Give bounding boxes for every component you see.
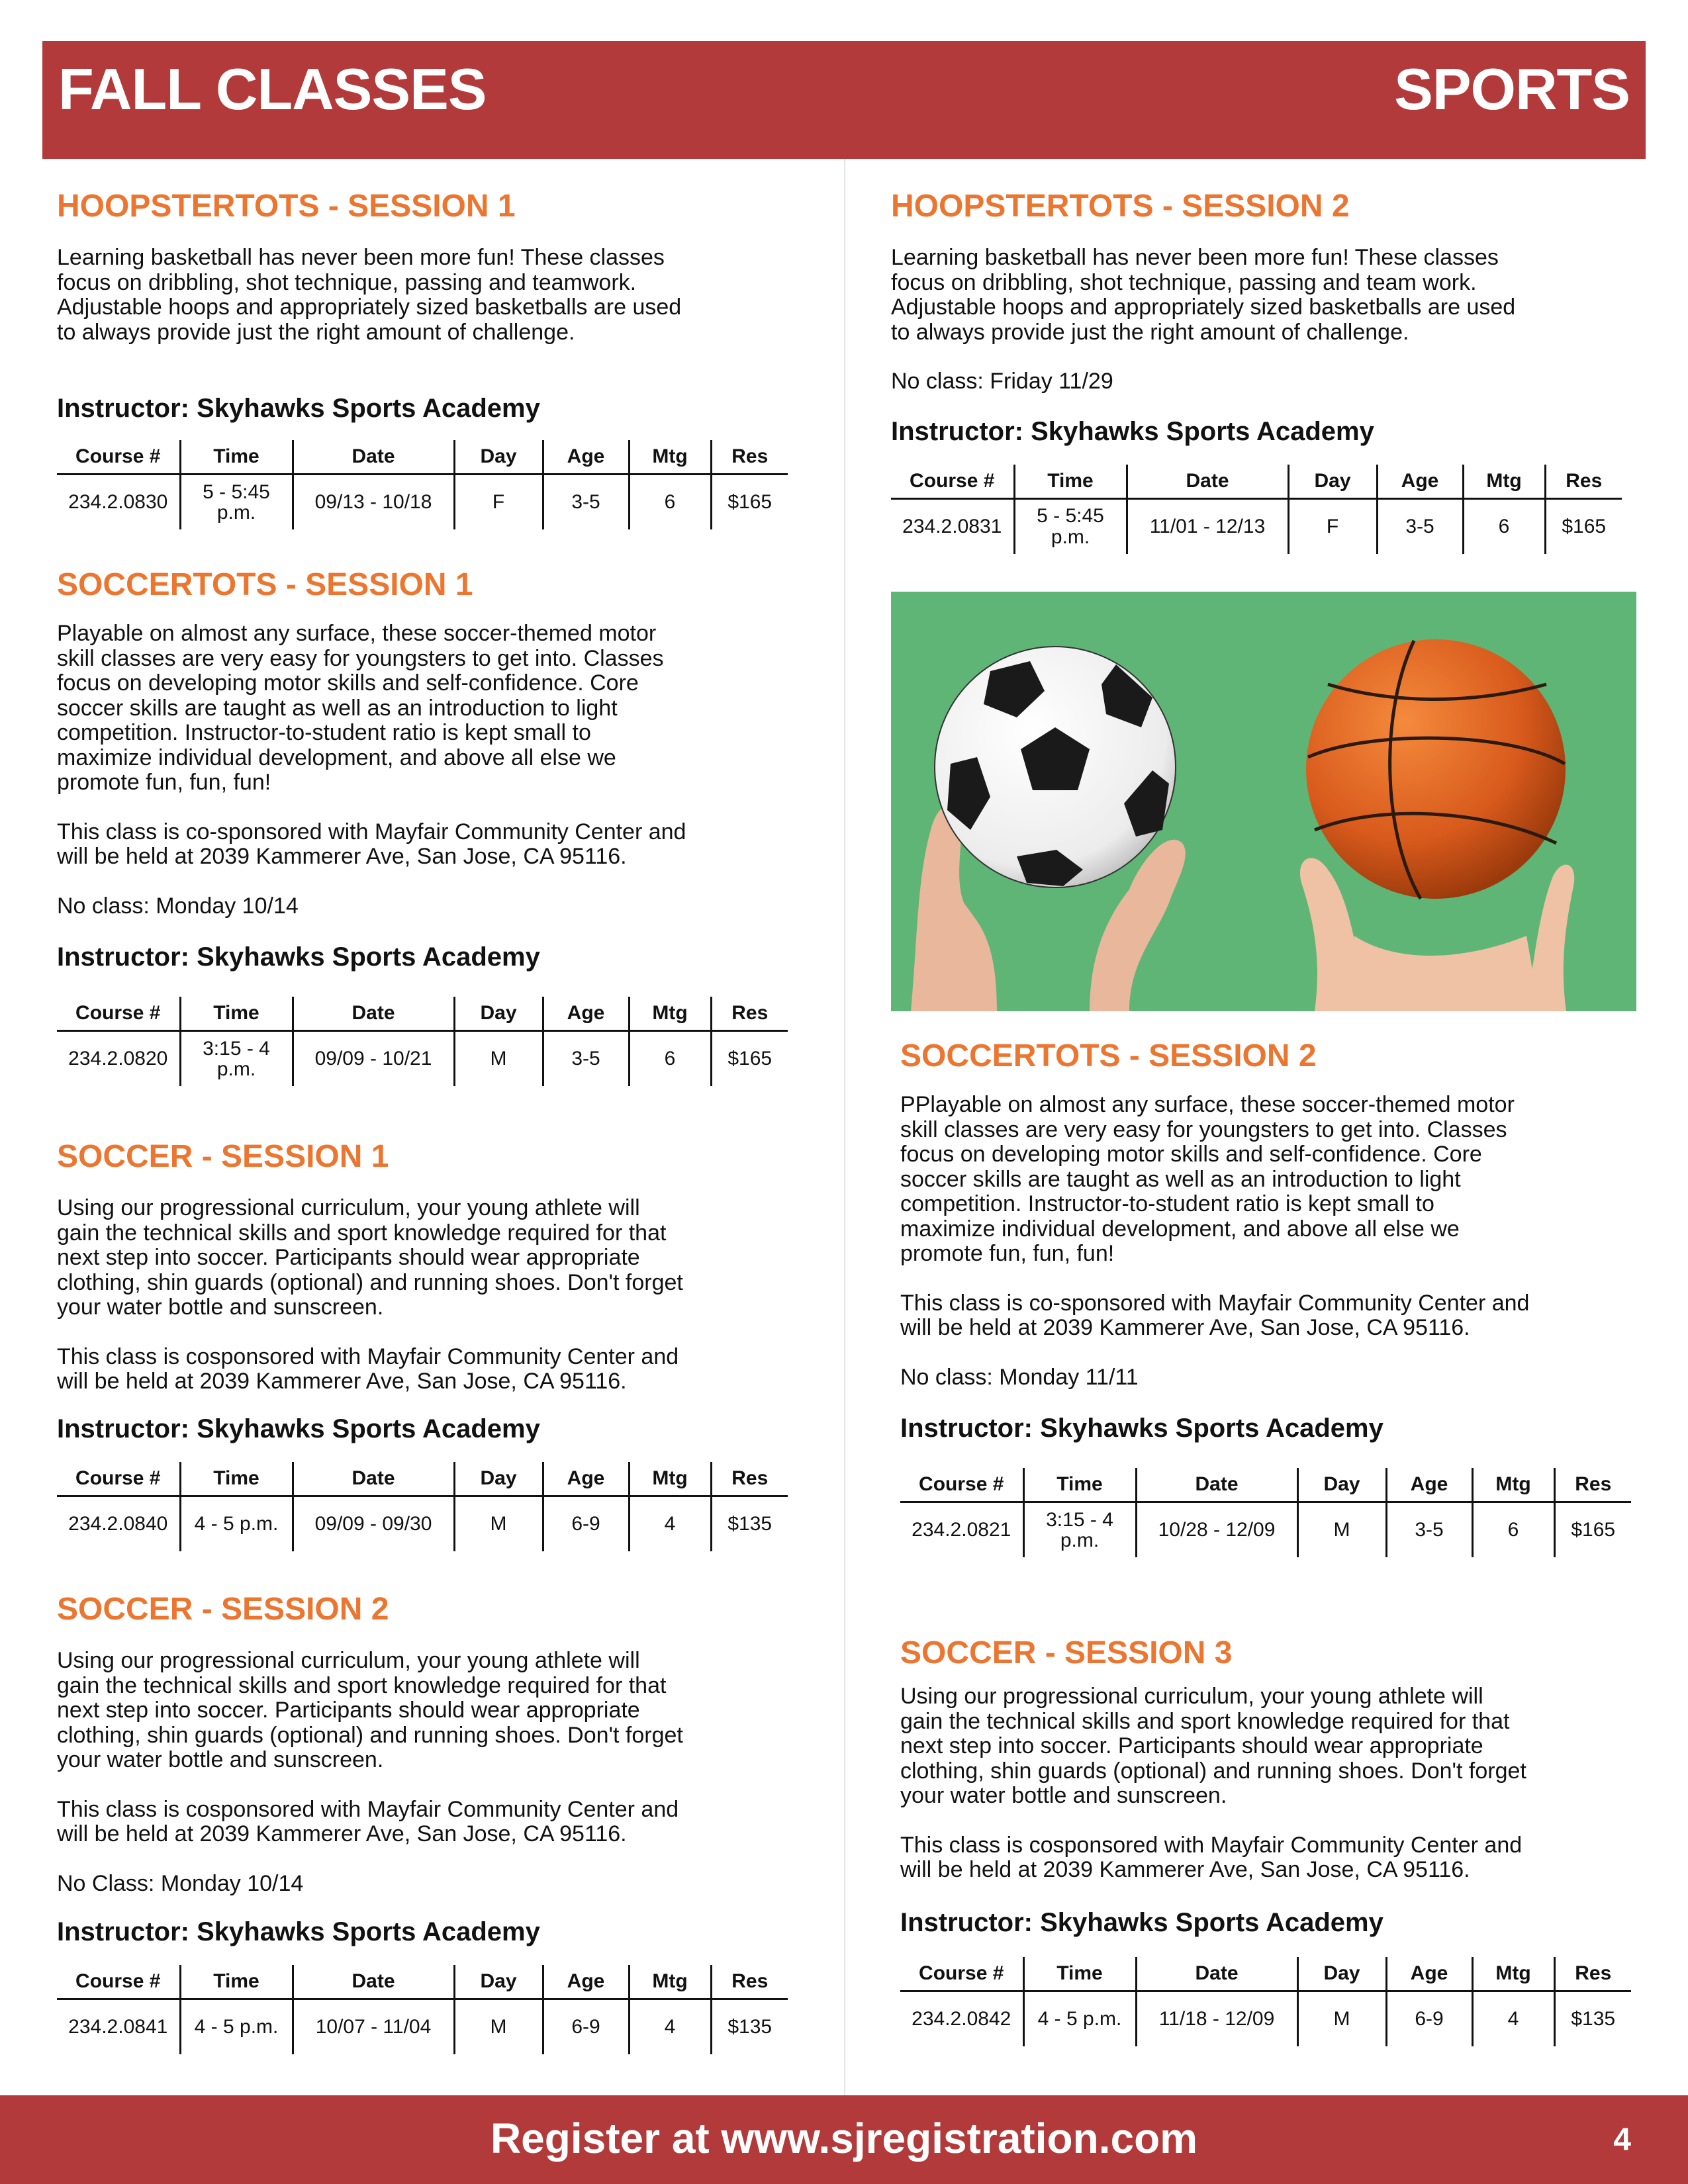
section-soccer-1 [57, 1138, 792, 1551]
cell-res: $165 [711, 475, 788, 530]
table-row [900, 1502, 1631, 1558]
instructor-label: Instructor: Skyhawks Sports Academy [900, 1907, 1383, 1937]
time-line-2: p.m. [216, 1058, 256, 1081]
cosponsor-note: This class is cosponsored with Mayfair Community Center and will be held at 2039 Kammerer Ave, San Jose, CA 95116. [57, 1796, 679, 1847]
col-res: Res [711, 997, 788, 1031]
basketball-icon [1306, 639, 1566, 899]
cell-mtg: 6 [629, 475, 711, 530]
instructor-label: Instructor: Skyhawks Sports Academy [57, 942, 540, 972]
col-date: Date [293, 1965, 454, 1999]
cell-age: 6-9 [543, 1999, 629, 2055]
col-age: Age [543, 1462, 629, 1496]
cell-time: 4 - 5 p.m. [180, 1999, 293, 2055]
cell-day: M [1297, 1502, 1386, 1558]
cell-time [1023, 1502, 1136, 1558]
col-time: Time [1023, 1957, 1136, 1991]
col-date: Date [293, 1462, 454, 1496]
section-description: Learning basketball has never been more fun! These classes focus on dribbling, shot technique, passing and team work. Adjustable hoops and appropriately sized basketballs are used to always provide just the right amount of challenge. [891, 245, 1516, 345]
col-course: Course # [57, 997, 180, 1031]
cell-age: 3-5 [543, 475, 629, 530]
section-title: HOOPSTERTOTS - SESSION 1 [57, 189, 516, 224]
cell-res: $165 [1554, 1502, 1631, 1558]
instructor-label: Instructor: Skyhawks Sports Academy [891, 416, 1374, 446]
section-title: SOCCER - SESSION 2 [57, 1592, 389, 1627]
cell-mtg: 4 [629, 1999, 711, 2055]
sports-balls-photo [891, 592, 1636, 1011]
col-date: Date [1127, 465, 1288, 499]
soccer-ball-icon [935, 647, 1176, 887]
table-row [900, 1991, 1631, 2046]
cosponsor-note: This class is co-sponsored with Mayfair Community Center and will be held at 2039 Kammerer Ave, San Jose, CA 95116. [900, 1290, 1530, 1341]
page-number: 4 [1613, 2122, 1631, 2158]
col-mtg: Mtg [1463, 465, 1545, 499]
col-course: Course # [57, 440, 180, 475]
cell-course: 234.2.0820 [68, 1048, 168, 1070]
table-row [57, 475, 788, 530]
class-table [900, 1468, 1631, 1557]
col-mtg: Mtg [629, 440, 711, 475]
time-line-2: p.m. [216, 502, 256, 524]
col-day: Day [1297, 1468, 1386, 1502]
header-bar [42, 41, 1646, 159]
table-row [891, 498, 1622, 554]
cell-age: 3-5 [1377, 498, 1463, 554]
cell-date: 09/09 - 09/30 [293, 1496, 454, 1551]
col-course: Course # [900, 1957, 1023, 1991]
col-day: Day [454, 440, 543, 475]
cell-time [180, 1031, 293, 1087]
no-class-note: No class: Monday 10/14 [57, 893, 299, 919]
col-res: Res [1554, 1957, 1631, 1991]
col-day: Day [454, 997, 543, 1031]
section-description: Using our progressional curriculum, your young athlete will gain the technical skills and sport knowledge required for that next step into soccer. Participants should wear appropriate clothing, shin guards (optional) and running shoes. Don't forget your water bottle and sunscreen. [57, 1195, 683, 1320]
header-category: SPORTS [1394, 56, 1630, 122]
section-hoopstertots-2 [891, 188, 1639, 554]
cell-age: 3-5 [543, 1031, 629, 1087]
cell-course: 234.2.0841 [68, 2016, 168, 2038]
class-table [57, 1462, 788, 1551]
section-title: SOCCER - SESSION 3 [900, 1635, 1233, 1670]
class-table [900, 1957, 1631, 2046]
col-time: Time [1014, 465, 1127, 499]
table-row [57, 1496, 788, 1551]
section-description: Playable on almost any surface, these soccer-themed motor skill classes are very easy for youngsters to get into. Classes focus on developing motor skills and self-confidence. Core soccer skills are taught as well as an introduction to light competition. Instructor-to-student ratio is kept small to maximize individual development, and above all else we promote fun, fun, fun! [57, 621, 664, 796]
section-soccertots-1 [57, 567, 792, 1086]
footer-bar [0, 2095, 1688, 2184]
class-table [891, 465, 1622, 554]
col-res: Res [711, 440, 788, 475]
col-course: Course # [891, 465, 1014, 499]
table-row [57, 1031, 788, 1087]
col-date: Date [293, 440, 454, 475]
cell-time [180, 475, 293, 530]
col-mtg: Mtg [1472, 1957, 1554, 1991]
no-class-note: No class: Friday 11/29 [891, 369, 1113, 394]
cell-age: 6-9 [543, 1496, 629, 1551]
cell-course: 234.2.0830 [68, 491, 168, 514]
table-header-row [57, 1462, 788, 1496]
cell-day: M [1297, 1991, 1386, 2046]
cell-mtg: 4 [629, 1496, 711, 1551]
col-course: Course # [57, 1965, 180, 1999]
col-mtg: Mtg [629, 997, 711, 1031]
sports-balls-illustration [891, 592, 1636, 1011]
cosponsor-note: This class is cosponsored with Mayfair Community Center and will be held at 2039 Kammerer Ave, San Jose, CA 95116. [57, 1343, 679, 1394]
col-res: Res [711, 1462, 788, 1496]
table-row [57, 1999, 788, 2055]
header-title: FALL CLASSES [58, 56, 487, 122]
table-header-row [57, 1965, 788, 1999]
col-res: Res [1554, 1468, 1631, 1502]
no-class-note: No class: Monday 11/11 [900, 1364, 1139, 1390]
section-description: Using our progressional curriculum, your young athlete will gain the technical skills and sport knowledge required for that next step into soccer. Participants should wear appropriate clothing, shin guards (optional) and running shoes. Don't forget your water bottle and sunscreen. [900, 1684, 1526, 1809]
instructor-label: Instructor: Skyhawks Sports Academy [900, 1414, 1383, 1443]
instructor-label: Instructor: Skyhawks Sports Academy [57, 1917, 540, 1947]
cell-day: F [454, 475, 543, 530]
col-age: Age [543, 1965, 629, 1999]
cell-date: 09/09 - 10/21 [293, 1031, 454, 1087]
cell-res: $135 [711, 1496, 788, 1551]
cell-time: 4 - 5 p.m. [180, 1496, 293, 1551]
cell-mtg: 6 [1472, 1502, 1554, 1558]
cell-day: F [1288, 498, 1377, 554]
table-header-row [57, 997, 788, 1031]
cell-res: $165 [1545, 498, 1622, 554]
col-course: Course # [900, 1468, 1023, 1502]
cosponsor-note: This class is co-sponsored with Mayfair Community Center and will be held at 2039 Kammerer Ave, San Jose, CA 95116. [57, 819, 686, 870]
cell-time: 4 - 5 p.m. [1023, 1991, 1136, 2046]
section-description: Using our progressional curriculum, your young athlete will gain the technical skills and sport knowledge required for that next step into soccer. Participants should wear appropriate clothing, shin guards (optional) and running shoes. Don't forget your water bottle and sunscreen. [57, 1648, 683, 1773]
col-age: Age [1377, 465, 1463, 499]
cell-time [1014, 498, 1127, 554]
table-header-row [900, 1957, 1631, 1991]
col-time: Time [180, 1965, 293, 1999]
cell-mtg: 4 [1472, 1991, 1554, 2046]
col-res: Res [711, 1965, 788, 1999]
cell-day: M [454, 1999, 543, 2055]
col-day: Day [1288, 465, 1377, 499]
col-age: Age [543, 997, 629, 1031]
time-line-2: p.m. [1060, 1529, 1100, 1552]
cell-date: 10/07 - 11/04 [293, 1999, 454, 2055]
class-table [57, 1965, 788, 2054]
cell-course: 234.2.0842 [912, 2007, 1011, 2030]
time-line-1: 5 - 5:45 [203, 480, 270, 503]
col-day: Day [1297, 1957, 1386, 1991]
cell-date: 09/13 - 10/18 [293, 475, 454, 530]
section-title: SOCCERTOTS - SESSION 1 [57, 567, 473, 602]
col-time: Time [180, 997, 293, 1031]
cell-res: $165 [711, 1031, 788, 1087]
col-age: Age [1386, 1468, 1472, 1502]
col-time: Time [1023, 1468, 1136, 1502]
time-line-1: 3:15 - 4 [203, 1037, 270, 1060]
section-soccertots-2 [900, 1038, 1639, 1557]
col-mtg: Mtg [629, 1965, 711, 1999]
cell-age: 6-9 [1386, 1991, 1472, 2046]
cell-res: $135 [1554, 1991, 1631, 2046]
cell-date: 11/18 - 12/09 [1136, 1991, 1297, 2046]
cell-res: $135 [711, 1999, 788, 2055]
cosponsor-note: This class is cosponsored with Mayfair Community Center and will be held at 2039 Kammerer Ave, San Jose, CA 95116. [900, 1832, 1523, 1883]
time-line-1: 5 - 5:45 [1037, 505, 1104, 527]
time-line-1: 3:15 - 4 [1046, 1508, 1113, 1531]
cell-course: 234.2.0821 [912, 1519, 1011, 1541]
col-date: Date [293, 997, 454, 1031]
section-description: Learning basketball has never been more fun! These classes focus on dribbling, shot technique, passing and teamwork. Adjustable hoops and appropriately sized basketballs are used to always provide just the right amount of challenge. [57, 245, 682, 345]
col-day: Day [454, 1462, 543, 1496]
register-link[interactable]: Register at www.sjregistration.com [490, 2115, 1198, 2162]
cell-course: 234.2.0840 [68, 1512, 168, 1535]
no-class-note: No Class: Monday 10/14 [57, 1870, 304, 1896]
table-header-row [900, 1468, 1631, 1502]
col-date: Date [1136, 1957, 1297, 1991]
section-title: SOCCER - SESSION 1 [57, 1139, 389, 1174]
col-res: Res [1545, 465, 1622, 499]
section-title: SOCCERTOTS - SESSION 2 [900, 1038, 1317, 1073]
cell-day: M [454, 1031, 543, 1087]
section-soccer-2 [57, 1591, 792, 2054]
class-table [57, 440, 788, 529]
col-day: Day [454, 1965, 543, 1999]
col-age: Age [1386, 1957, 1472, 1991]
cell-date: 11/01 - 12/13 [1127, 498, 1288, 554]
cell-mtg: 6 [629, 1031, 711, 1087]
col-age: Age [543, 440, 629, 475]
cell-date: 10/28 - 12/09 [1136, 1502, 1297, 1558]
col-time: Time [180, 440, 293, 475]
section-soccer-3 [900, 1635, 1639, 2046]
instructor-label: Instructor: Skyhawks Sports Academy [57, 394, 540, 424]
table-header-row [57, 440, 788, 475]
class-table [57, 997, 788, 1086]
cell-mtg: 6 [1463, 498, 1545, 554]
cell-age: 3-5 [1386, 1502, 1472, 1558]
col-course: Course # [57, 1462, 180, 1496]
col-date: Date [1136, 1468, 1297, 1502]
column-divider [844, 159, 845, 2095]
time-line-2: p.m. [1051, 525, 1090, 548]
cell-day: M [454, 1496, 543, 1551]
section-hoopstertots-1 [57, 188, 792, 529]
col-mtg: Mtg [629, 1462, 711, 1496]
cell-course: 234.2.0831 [902, 515, 1002, 537]
instructor-label: Instructor: Skyhawks Sports Academy [57, 1414, 540, 1443]
section-title: HOOPSTERTOTS - SESSION 2 [891, 189, 1350, 224]
col-mtg: Mtg [1472, 1468, 1554, 1502]
table-header-row [891, 465, 1622, 499]
section-description: PPlayable on almost any surface, these soccer-themed motor skill classes are very easy for youngsters to get into. Classes focus on developing motor skills and self-confidence. Core soccer skills are taught as well as an introduction to light competition. Instructor-to-student ratio is kept small to maximize individual development, and above all else we promote fun, fun, fun! [900, 1092, 1515, 1267]
col-time: Time [180, 1462, 293, 1496]
